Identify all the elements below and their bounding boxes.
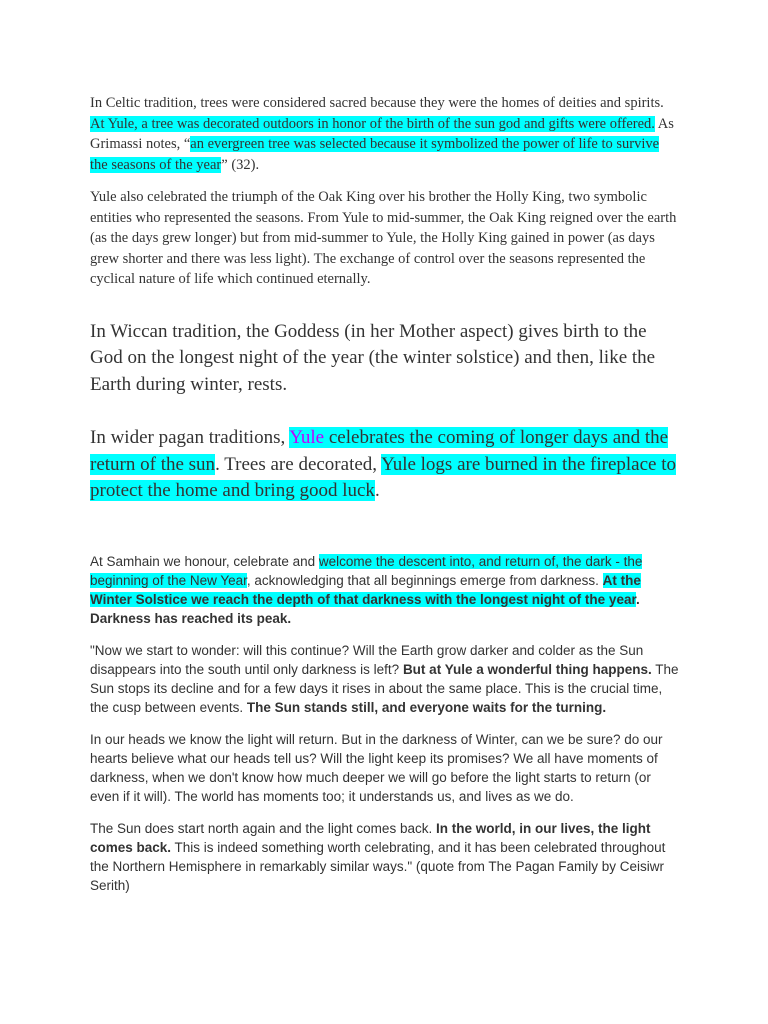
bold-highlight-segment: At the Winter Solstice we reach the depth of that darkness with the longest night of the year bbox=[90, 572, 641, 607]
paragraph-samhain bbox=[90, 552, 680, 628]
text-segment: . Trees are decorated, bbox=[215, 453, 382, 475]
paragraph-celtic-tradition bbox=[90, 93, 680, 175]
paragraph-now-we-start-to-wonder bbox=[90, 641, 680, 717]
bold-segment: But at Yule a wonderful thing happens. bbox=[402, 661, 652, 677]
highlight-segment: Yule bbox=[289, 427, 325, 448]
text-segment: In wider pagan traditions, bbox=[90, 427, 290, 448]
text-segment: The Sun stops its decline and for a few days it rises in about the same place. This is the crucial time, the cusp between events. bbox=[90, 661, 679, 715]
highlight-segment: an evergreen tree was selected because it symbolized the power of life to survive the seasons of the year bbox=[90, 136, 660, 173]
bold-segment: . Darkness has reached its peak. bbox=[90, 591, 640, 626]
text-segment: , acknowledging that all beginnings emerge from darkness. bbox=[246, 572, 603, 588]
paragraph-wiccan-tradition: In Wiccan tradition, the Goddess (in her Mother aspect) gives birth to the God on the longest night of the year (the winter solstice) and then, like the Earth during winter, rests. bbox=[90, 320, 656, 395]
document-page bbox=[90, 93, 680, 895]
highlight-segment: At Yule, a tree was decorated outdoors in honor of the birth of the sun god and gifts were offered. bbox=[90, 115, 655, 132]
paragraph-oak-holly-king: Yule also celebrated the triumph of the Oak King over his brother the Holly King, two symbolic entities who represented the seasons. From Yule to mid-summer, the Oak King reigned over the earth (as the days grew longer) but from mid-summer to Yule, the Holly King gained in power (as days grew shorter and there was less light). The exchange of control over the seasons represented the cyclical nature of life which continued eternally. bbox=[90, 189, 677, 287]
text-segment: ” (32). bbox=[221, 156, 260, 173]
text-segment: The Sun does start north again and the light comes back. bbox=[90, 820, 436, 836]
highlight-segment: welcome the descent into, and return of, the dark - the beginning of the New Year bbox=[90, 553, 643, 588]
bold-segment: In the world, in our lives, the light comes back. bbox=[90, 820, 651, 855]
text-segment: "Now we start to wonder: will this continue? Will the Earth grow darker and colder as the Sun disappears into the south until only darkness is left? bbox=[90, 642, 644, 677]
text-segment: This is indeed something worth celebrating, and it has been celebrated throughout the Northern Hemisphere in remarkably similar ways." (quote from The Pagan Family by Ceisiwr Serith) bbox=[90, 839, 666, 893]
highlight-segment: Yule logs are burned in the fireplace to protect the home and bring good luck bbox=[90, 453, 676, 501]
text-segment: . bbox=[374, 480, 380, 501]
paragraph-sun-starts-north bbox=[90, 819, 680, 895]
paragraph-in-our-heads: In our heads we know the light will return. But in the darkness of Winter, can we be sure? do our hearts believe what our heads tell us? Will the light keep its promises? We all have moments of darkness, when we don't know how much deeper we will go before the light starts to return (or even if it will). The world has moments too; it understands us, and lives as we do. bbox=[90, 731, 663, 804]
highlight-segment: celebrates the coming of longer days and the return of the sun bbox=[90, 427, 669, 475]
text-segment: As Grimassi notes, “ bbox=[90, 115, 674, 152]
text-segment: In Celtic tradition, trees were considered sacred because they were the homes of deities and spirits. bbox=[90, 95, 664, 111]
text-segment: At Samhain we honour, celebrate and bbox=[90, 553, 319, 569]
bold-segment: The Sun stands still, and everyone waits for the turning. bbox=[246, 699, 607, 715]
paragraph-wider-pagan-traditions bbox=[90, 425, 680, 505]
